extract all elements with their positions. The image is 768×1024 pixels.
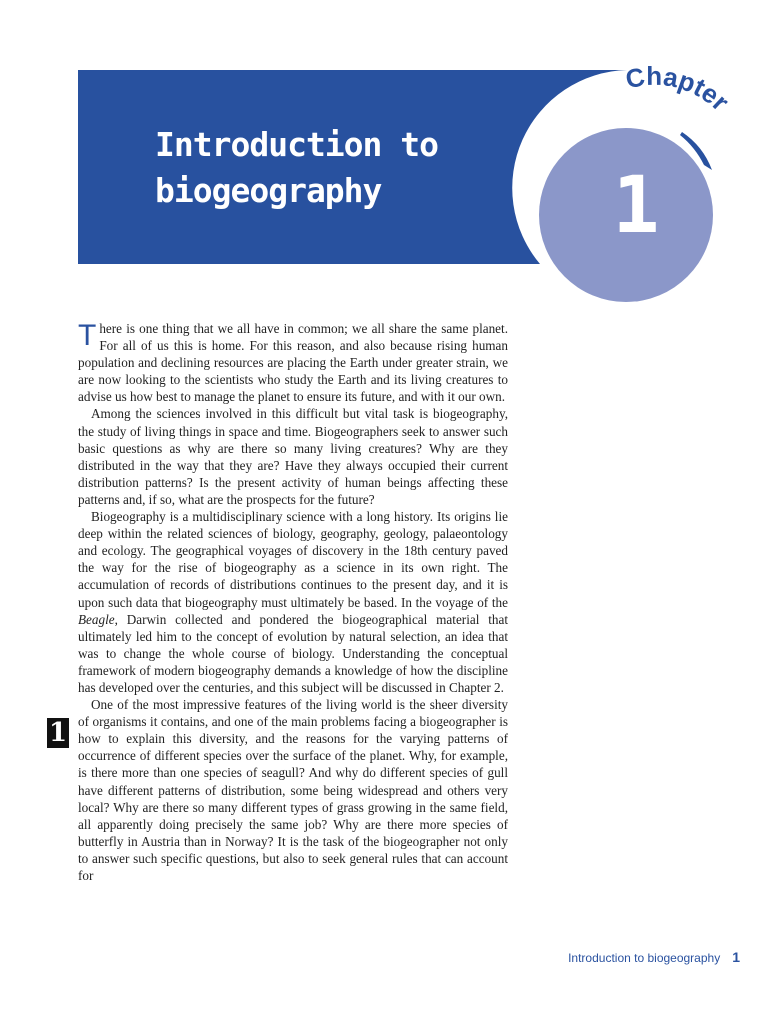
drop-cap: T <box>78 319 97 352</box>
paragraph-2: Among the sciences involved in this difficult but vital task is biogeography, the study of living things in space and time. Biogeographers seek to answer such basic questions as why are there so many living creatures? Why are they distributed in the way that they are? Have they always occupied their current distribution patterns? Is the present activity of human beings affecting these patterns and, if so, what are the prospects for the future? <box>78 406 508 507</box>
chapter-title-line-2: biogeography <box>155 171 382 210</box>
paragraph-4: One of the most impressive features of the living world is the sheer diversity of organisms it contains, and one of the main problems facing a biogeographer is how to explain this diversity, and the reasons for the varying patterns of occurrence of different species over the surface of the planet. Why, for example, is there more than one species of seagull? And why do different species of gull have different patterns of distribution, some being widespread and others very local? Why are there so many different types of grass growing in the same field, all apparently doing precisely the same job? Why are there more species of butterfly in Austria than in Norway? It is the task of the biogeographer not only to answer such specific questions, but also to seek general rules that can account for <box>78 697 508 883</box>
page-footer <box>568 949 740 965</box>
ship-name: Beagle <box>78 611 115 627</box>
page-number: 1 <box>732 949 740 965</box>
chapter-title-line-1: Introduction to <box>155 125 439 164</box>
chapter-side-tab: 1 <box>48 718 68 748</box>
chapter-title <box>155 122 438 214</box>
chapter-body <box>78 320 508 884</box>
paragraph-3: Biogeography is a multidisciplinary science with a long history. Its origins lie deep within the related sciences of biology, geography, geology, palaeontology and ecology. The geographical voyages of discovery in the 18th century paved the way for the rise of biogeography as a science in its own right. The accumulation of records of distributions continues to the present day, and it is upon such data that biogeography must ultimately be based. In the voyage of the Beagle, Darwin collected and pondered the biogeographical material that ultimately led him to the concept of evolution by natural selection, an idea that was to change the whole course of biology. Understanding the conceptual framework of modern biogeography demands a knowledge of how the discipline has developed over the centuries, and this subject will be discussed in Chapter 2. <box>78 509 508 695</box>
paragraph-1: There is one thing that we all have in common; we all share the same planet. For all of us this is home. For this reason, and also because rising human population and declining resources are placing the Earth under greater strain, we are now looking to the scientists who study the Earth and its living creatures to advise us how best to manage the planet to ensure its future, and with it our own. <box>78 319 508 405</box>
running-title: Introduction to biogeography <box>568 951 721 965</box>
chapter-number: 1 <box>612 161 660 251</box>
chapter-label: Chapter <box>622 60 736 117</box>
